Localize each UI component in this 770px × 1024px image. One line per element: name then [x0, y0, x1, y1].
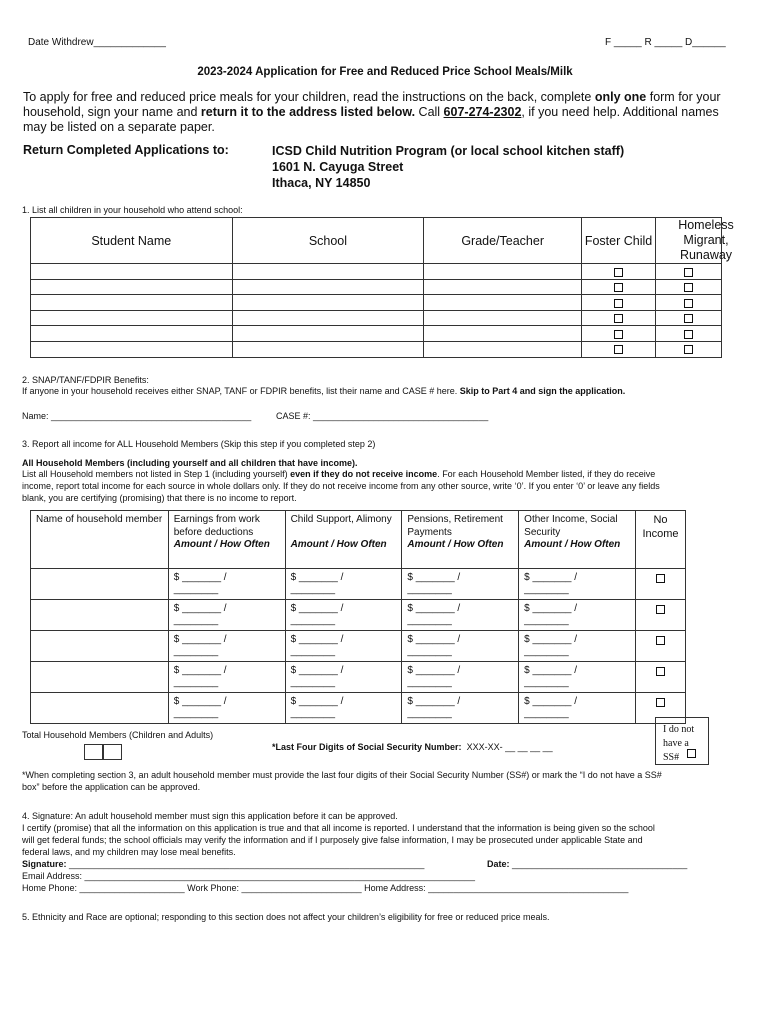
step1-label: 1. List all children in your household who attend school:: [22, 205, 243, 215]
earnings-amount-cell[interactable]: [168, 600, 285, 631]
return-label: Return Completed Applications to:: [23, 143, 229, 157]
child-row: [31, 295, 656, 311]
foster-child-checkbox[interactable]: [614, 268, 623, 277]
how-often-line: ________: [290, 584, 336, 595]
homeless-cell[interactable]: [656, 326, 722, 342]
amount-line: $ _______ /: [524, 665, 577, 676]
child-row: [31, 279, 656, 295]
grade-teacher-cell[interactable]: [424, 310, 582, 326]
intro-line-3: may be listed on a separate paper.: [23, 120, 215, 134]
student-name-cell[interactable]: [31, 310, 233, 326]
child-support-amount-cell[interactable]: [285, 693, 402, 724]
amount-line: $ _______ /: [524, 603, 577, 614]
student-name-cell[interactable]: [31, 264, 233, 280]
intro-line-2: [23, 104, 719, 120]
return-address-line: 1601 N. Cayuga Street: [272, 160, 404, 174]
how-often-line: ________: [173, 584, 219, 595]
amount-line: $ _______ /: [407, 696, 461, 707]
how-often-line: ________: [173, 708, 219, 719]
student-name-cell[interactable]: [31, 341, 233, 357]
date-field[interactable]: ___________________________________: [509, 859, 688, 869]
col-child-support: [285, 511, 402, 569]
child-row: [31, 264, 656, 280]
no-income-checkbox[interactable]: [656, 574, 665, 583]
grade-teacher-cell[interactable]: [424, 326, 582, 342]
school-cell[interactable]: [232, 295, 424, 311]
grade-teacher-cell[interactable]: [424, 264, 582, 280]
grade-teacher-cell[interactable]: [424, 341, 582, 357]
certification-line-1: I certify (promise) that all the information on this application is true and that all income is reported. I understand that the information is being given so the school: [22, 823, 655, 833]
other-income-amount-cell[interactable]: [519, 693, 636, 724]
col-child-support-label: Child Support, Alimony: [290, 514, 392, 525]
step2-skip-note: Skip to Part 4 and sign the application.: [459, 386, 626, 396]
no-ss-box: [655, 717, 709, 765]
household-member-name-cell[interactable]: [31, 631, 169, 662]
no-income-cell[interactable]: [635, 600, 685, 631]
student-name-cell[interactable]: [31, 279, 233, 295]
how-often-line: ________: [407, 615, 452, 626]
homeless-cell[interactable]: [656, 264, 722, 280]
email-field[interactable]: Email Address: ______________________________________________________________________________: [22, 871, 475, 881]
ss-label: *Last Four Digits of Social Security Number:: [272, 742, 462, 752]
income-row: [31, 569, 686, 600]
amount-line: $ _______ /: [407, 634, 461, 645]
school-cell[interactable]: [232, 310, 424, 326]
date-withdrew-field[interactable]: Date Withdrew_____________: [28, 37, 166, 48]
certification-line-3: federal laws, and my children may lose meal benefits.: [22, 847, 236, 857]
col-grade-teacher: Grade/Teacher: [424, 218, 582, 264]
amount-line: $ _______ /: [173, 634, 227, 645]
foster-child-cell[interactable]: [582, 310, 656, 326]
step2-text: [22, 386, 625, 396]
amount-line: $ _______ /: [407, 572, 461, 583]
pensions-amount-cell[interactable]: [402, 600, 519, 631]
how-often-line: ________: [290, 677, 336, 688]
amount-line: $ _______ /: [524, 696, 577, 707]
ss-row: [272, 742, 553, 752]
income-row: [31, 662, 686, 693]
intro-text: household, sign your name and: [23, 105, 201, 119]
col-student-name: Student Name: [31, 218, 233, 264]
child-row: [31, 310, 656, 326]
step3-line-1: [22, 469, 655, 479]
other-income-amount-cell[interactable]: [519, 631, 636, 662]
intro-emphasis: only one: [594, 90, 647, 104]
child-row: [31, 326, 656, 342]
amount-often-label: Amount / How Often: [173, 539, 270, 550]
frd-field[interactable]: F _____ R _____ D______: [605, 37, 726, 48]
how-often-line: ________: [407, 677, 452, 688]
amount-often-label: Amount / How Often: [524, 539, 621, 550]
income-table: [30, 510, 686, 724]
amount-line: $ _______ /: [173, 665, 227, 676]
homeless-cell[interactable]: [656, 279, 722, 295]
earnings-amount-cell[interactable]: [168, 693, 285, 724]
total-members-box-2[interactable]: [103, 744, 122, 760]
income-row: [31, 600, 686, 631]
how-often-line: ________: [524, 677, 569, 688]
how-often-line: ________: [407, 646, 452, 657]
step3-bold-heading: All Household Members (including yourself and all children that have income).: [22, 458, 358, 468]
col-foster-child: Foster Child: [582, 218, 656, 264]
earnings-amount-cell[interactable]: [168, 631, 285, 662]
pensions-amount-cell[interactable]: [402, 662, 519, 693]
household-member-name-cell[interactable]: [31, 662, 169, 693]
how-often-line: ________: [524, 584, 569, 595]
step3-text: List all Household members not listed in Step 1 (including yourself): [22, 469, 291, 479]
signature-field[interactable]: _______________________________________________________________________: [66, 859, 425, 869]
step3-text: . For each Household Member listed, if they do receive: [437, 469, 656, 479]
no-income-cell[interactable]: [635, 662, 685, 693]
return-address-line: Ithaca, NY 14850: [272, 176, 371, 190]
step2-instruction: If anyone in your household receives either SNAP, TANF or FDPIR benefits, list their name and CASE # here.: [22, 386, 460, 396]
grade-teacher-cell[interactable]: [424, 279, 582, 295]
step3-line-2: income, report total income for each source in whole dollars only. If they do not receive income from any other source, write ‘0’. If you enter ‘0’ or leave any fields: [22, 481, 660, 491]
earnings-amount-cell[interactable]: [168, 662, 285, 693]
homeless-cell[interactable]: [656, 341, 722, 357]
total-members-label: Total Household Members (Children and Adults): [22, 730, 214, 740]
return-address: [272, 143, 624, 191]
help-phone-number: 607-274-2302: [443, 105, 522, 119]
col-other-income-label: Other Income, Social Security: [524, 514, 618, 538]
homeless-checkbox[interactable]: [684, 345, 693, 354]
how-often-line: ________: [290, 708, 336, 719]
homeless-header-label: Homeless Migrant, Runaway: [678, 218, 734, 262]
step2-label: 2. SNAP/TANF/FDPIR Benefits:: [22, 375, 149, 385]
intro-line-1: [23, 89, 721, 105]
foster-child-cell[interactable]: [582, 264, 656, 280]
col-pensions: [402, 511, 519, 569]
no-income-cell[interactable]: [635, 569, 685, 600]
homeless-checkbox[interactable]: [684, 283, 693, 292]
child-support-amount-cell[interactable]: [285, 600, 402, 631]
grade-teacher-cell[interactable]: [424, 295, 582, 311]
student-name-cell[interactable]: [31, 326, 233, 342]
intro-text: Call: [415, 105, 444, 119]
how-often-line: ________: [290, 615, 336, 626]
date-label: Date:: [487, 859, 510, 869]
intro-text: To apply for free and reduced price meals for your children, read the instructions on the back, complete: [23, 90, 595, 104]
step3-emphasis: even if they do not receive income: [290, 469, 438, 479]
amount-line: $ _______ /: [407, 665, 461, 676]
col-school: School: [232, 218, 424, 264]
income-row: [31, 693, 686, 724]
foster-child-checkbox[interactable]: [614, 345, 623, 354]
no-ss-label: I do not have a SS#: [663, 724, 695, 763]
how-often-line: ________: [290, 646, 336, 657]
col-pensions-label: Pensions, Retirement Payments: [407, 514, 503, 538]
homeless-checkbox[interactable]: [684, 268, 693, 277]
child-row: [31, 341, 656, 357]
foster-child-checkbox[interactable]: [614, 314, 623, 323]
amount-line: $ _______ /: [173, 572, 227, 583]
amount-line: $ _______ /: [290, 665, 344, 676]
how-often-line: ________: [524, 615, 569, 626]
col-earnings: [168, 511, 285, 569]
how-often-line: ________: [173, 615, 219, 626]
amount-often-label: Amount / How Often: [290, 539, 387, 550]
child-support-amount-cell[interactable]: [285, 569, 402, 600]
how-often-line: ________: [173, 677, 219, 688]
school-cell[interactable]: [232, 326, 424, 342]
no-income-checkbox[interactable]: [656, 698, 665, 707]
pensions-amount-cell[interactable]: [402, 631, 519, 662]
children-table: [30, 217, 656, 358]
phone-address-fields[interactable]: Home Phone: _____________________ Work Phone: ________________________ Home Address: ________________________________________: [22, 883, 629, 893]
homeless-checkbox[interactable]: [684, 299, 693, 308]
no-income-checkbox[interactable]: [656, 605, 665, 614]
no-income-cell[interactable]: [635, 631, 685, 662]
foster-child-checkbox[interactable]: [614, 330, 623, 339]
foster-child-cell[interactable]: [582, 295, 656, 311]
amount-line: $ _______ /: [407, 603, 461, 614]
how-often-line: ________: [524, 646, 569, 657]
pensions-amount-cell[interactable]: [402, 693, 519, 724]
how-often-line: ________: [524, 708, 569, 719]
homeless-cell[interactable]: [656, 310, 722, 326]
amount-line: $ _______ /: [173, 696, 227, 707]
amount-line: $ _______ /: [173, 603, 227, 614]
step3-label: 3. Report all income for ALL Household Members (Skip this step if you completed step 2): [22, 439, 376, 449]
income-row: [31, 631, 686, 662]
date-row: [487, 859, 687, 869]
signature-row: [22, 859, 424, 869]
signature-label: Signature:: [22, 859, 67, 869]
foster-child-cell[interactable]: [582, 341, 656, 357]
earnings-amount-cell[interactable]: [168, 569, 285, 600]
ss-note-line-2: box” before the application can be approved.: [22, 782, 201, 792]
household-member-name-cell[interactable]: [31, 693, 169, 724]
no-income-checkbox[interactable]: [656, 636, 665, 645]
snap-name-field[interactable]: Name: ________________________________________: [22, 411, 252, 421]
how-often-line: ________: [173, 646, 219, 657]
student-name-cell[interactable]: [31, 295, 233, 311]
return-address-line: ICSD Child Nutrition Program (or local school kitchen staff): [272, 144, 625, 158]
step3-line-3: blank, you are certifying (promising) that there is no income to report.: [22, 493, 297, 503]
homeless-checkbox[interactable]: [684, 314, 693, 323]
school-cell[interactable]: [232, 264, 424, 280]
household-member-name-cell[interactable]: [31, 569, 169, 600]
amount-line: $ _______ /: [290, 603, 344, 614]
no-ss-checkbox[interactable]: [687, 749, 696, 758]
homeless-cell[interactable]: [656, 295, 722, 311]
step5-label: 5. Ethnicity and Race are optional; responding to this section does not affect your children’s eligibility for free or reduced price meals.: [22, 912, 550, 922]
other-income-amount-cell[interactable]: [519, 600, 636, 631]
foster-child-checkbox[interactable]: [614, 299, 623, 308]
other-income-amount-cell[interactable]: [519, 662, 636, 693]
certification-line-2: will get federal funds; the school officials may verify the information and if I purposely give false information, I may be prosecuted under applicable State and: [22, 835, 643, 845]
school-cell[interactable]: [232, 279, 424, 295]
child-support-amount-cell[interactable]: [285, 662, 402, 693]
other-income-amount-cell[interactable]: [519, 569, 636, 600]
child-support-amount-cell[interactable]: [285, 631, 402, 662]
school-cell[interactable]: [232, 341, 424, 357]
amount-often-label: Amount / How Often: [407, 539, 504, 550]
step4-label: 4. Signature: An adult household member must sign this application before it can be approved.: [22, 811, 398, 821]
no-income-checkbox[interactable]: [656, 667, 665, 676]
household-member-name-cell[interactable]: [31, 600, 169, 631]
amount-line: $ _______ /: [290, 696, 344, 707]
col-earnings-label: Earnings from work before deductions: [173, 514, 260, 538]
intro-text: form for your: [646, 90, 721, 104]
intro-text: , if you need help. Additional names: [521, 105, 719, 119]
col-household-member: Name of household member: [31, 511, 169, 569]
foster-child-cell[interactable]: [582, 279, 656, 295]
foster-child-checkbox[interactable]: [614, 283, 623, 292]
col-other-income: [519, 511, 636, 569]
foster-child-cell[interactable]: [582, 326, 656, 342]
amount-line: $ _______ /: [524, 634, 577, 645]
pensions-amount-cell[interactable]: [402, 569, 519, 600]
ss-digits-field[interactable]: XXX-XX- __ __ __ __: [466, 742, 553, 752]
snap-case-field[interactable]: CASE #: ___________________________________: [276, 411, 489, 421]
ss-note-line-1: *When completing section 3, an adult household member must provide the last four digits of their Social Security Number (SS#) or mark the “I do not have a SS#: [22, 770, 662, 780]
total-members-box-1[interactable]: [84, 744, 103, 760]
page-title: 2023-2024 Application for Free and Reduced Price School Meals/Milk: [197, 66, 573, 78]
amount-line: $ _______ /: [524, 572, 577, 583]
how-often-line: ________: [407, 584, 452, 595]
amount-line: $ _______ /: [290, 634, 344, 645]
col-no-income: No Income: [635, 511, 685, 569]
homeless-checkbox[interactable]: [684, 330, 693, 339]
intro-emphasis: return it to the address listed below.: [200, 105, 416, 119]
how-often-line: ________: [407, 708, 452, 719]
amount-line: $ _______ /: [290, 572, 344, 583]
